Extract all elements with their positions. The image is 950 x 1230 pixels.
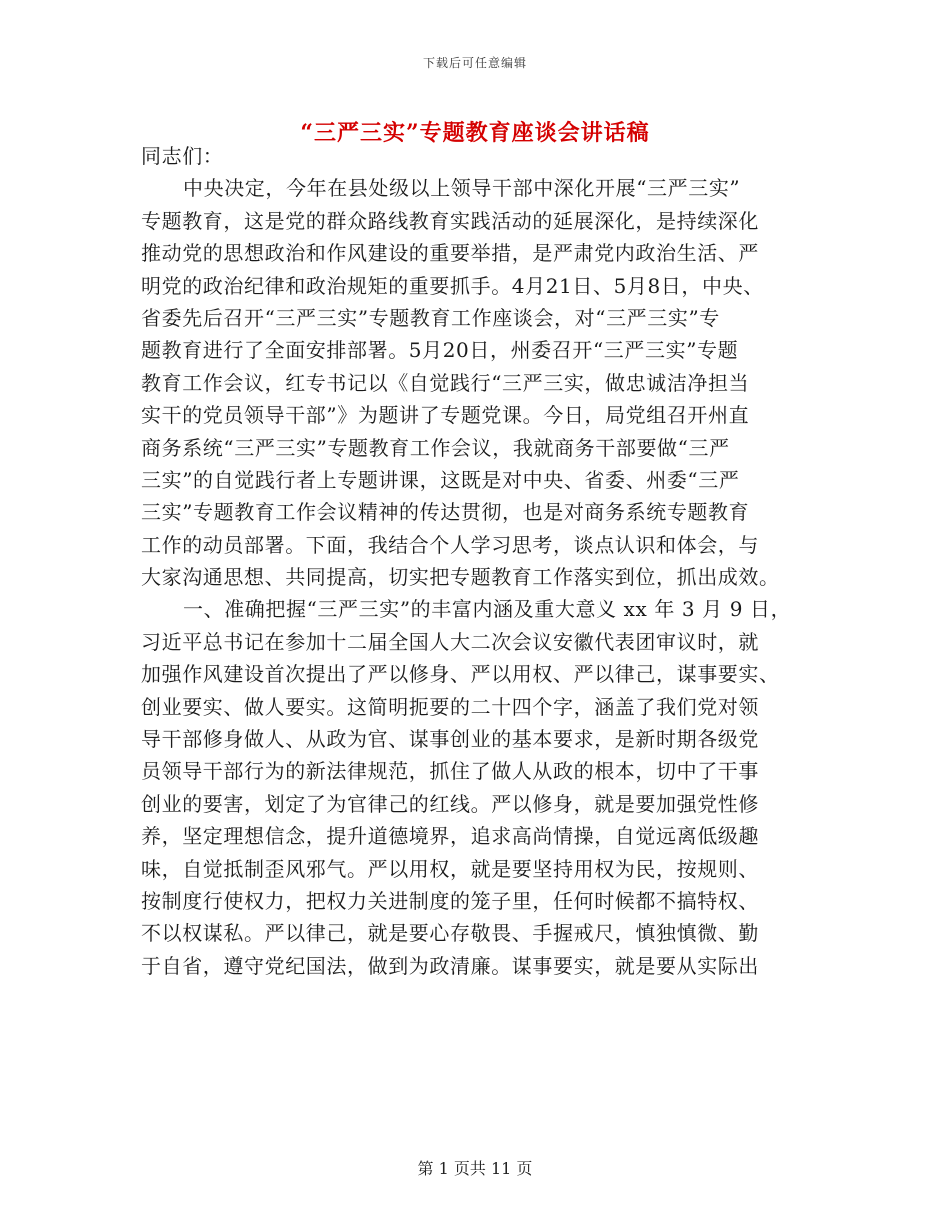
body-line: 导干部修身做人、从政为官、谋事创业的基本要求，是新时期各级党 xyxy=(141,727,759,752)
body-line: 省委先后召开“三严三实”专题教育工作座谈会，对“三严三实”专 xyxy=(141,305,720,330)
body-line: 不以权谋私。严以律己，就是要心存敬畏、手握戒尺，慎独慎微、勤 xyxy=(141,921,759,946)
body-line: 实干的党员领导干部”》为题讲了专题党课。今日，局党组召开州直 xyxy=(141,403,750,428)
body-line: 大家沟通思想、共同提高，切实把专题教育工作落实到位，抓出成效。 xyxy=(141,565,780,590)
body-line: 一、准确把握“三严三实”的丰富内涵及重大意义 xx 年 3 月 9 日， xyxy=(183,597,792,622)
body-line: 工作的动员部署。下面，我结合个人学习思考，谈点认识和体会，与 xyxy=(141,532,759,557)
body-line: 三实”专题教育工作会议精神的传达贯彻，也是对商务系统专题教育 xyxy=(141,500,750,525)
body-line: 养，坚定理想信念，提升道德境界，追求高尚情操，自觉远离低级趣 xyxy=(141,824,759,849)
document-body xyxy=(141,140,807,982)
body-line: 习近平总书记在参加十二届全国人大二次会议安徽代表团审议时，就 xyxy=(141,629,759,654)
body-line: 同志们： xyxy=(141,144,224,168)
document-title: “三严三实”专题教育座谈会讲话稿 xyxy=(300,120,650,146)
header-note: 下载后可任意编辑 xyxy=(422,56,527,70)
body-line: 味，自觉抵制歪风邪气。严以用权，就是要坚持用权为民，按规则、 xyxy=(141,856,759,881)
body-line: 创业要实、做人要实。这简明扼要的二十四个字，涵盖了我们党对领 xyxy=(141,694,759,719)
body-line: 员领导干部行为的新法律规范，抓住了做人从政的根本，切中了干事 xyxy=(141,759,759,784)
body-line: 商务系统“三严三实”专题教育工作会议，我就商务干部要做“三严 xyxy=(141,435,730,460)
page-footer: 第 1 页共 11 页 xyxy=(417,1159,533,1178)
body-line: 明党的政治纪律和政治规矩的重要抓手。4月21日、5月8日，中央、 xyxy=(141,273,764,298)
body-line: 推动党的思想政治和作风建设的重要举措，是严肃党内政治生活、严 xyxy=(141,241,759,266)
body-line: 三实”的自觉践行者上专题讲课，这既是对中央、省委、州委“三严 xyxy=(141,467,740,492)
body-line: 加强作风建设首次提出了严以修身、严以用权、严以律己，谋事要实、 xyxy=(141,662,780,687)
body-line: 按制度行使权力，把权力关进制度的笼子里，任何时候都不搞特权、 xyxy=(141,888,759,913)
body-line: 教育工作会议，红专书记以《自觉践行“三严三实，做忠诚洁净担当 xyxy=(141,370,750,395)
body-line: 创业的要害，划定了为官律己的红线。严以修身，就是要加强党性修 xyxy=(141,791,759,816)
body-line: 专题教育，这是党的群众路线教育实践活动的延展深化，是持续深化 xyxy=(141,208,759,233)
body-line: 题教育进行了全面安排部署。5月20日，州委召开“三严三实”专题 xyxy=(141,338,739,363)
body-line: 中央决定，今年在县处级以上领导干部中深化开展“三严三实” xyxy=(183,176,741,201)
body-line: 于自省，遵守党纪国法，做到为政清廉。谋事要实，就是要从实际出 xyxy=(141,953,759,978)
